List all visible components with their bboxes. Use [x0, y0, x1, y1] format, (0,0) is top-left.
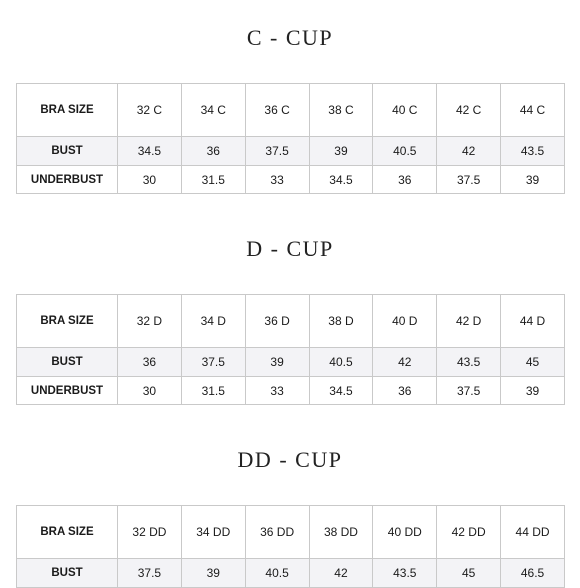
bust-cell: 36 — [181, 137, 245, 166]
underbust-cell: 34.5 — [309, 377, 373, 405]
bust-cell: 39 — [309, 137, 373, 166]
underbust-cell: 33 — [245, 166, 309, 194]
size-cell: 44 D — [501, 295, 565, 348]
underbust-cell: 39 — [501, 166, 565, 194]
size-cell: 36 D — [245, 295, 309, 348]
size-cell: 32 D — [118, 295, 182, 348]
bust-cell: 39 — [245, 348, 309, 377]
size-cell: 38 DD — [309, 506, 373, 559]
bust-cell: 37.5 — [181, 348, 245, 377]
row-label-bust: BUST — [17, 348, 118, 377]
bust-cell: 42 — [437, 137, 501, 166]
underbust-cell: 39 — [501, 377, 565, 405]
size-cell: 40 C — [373, 84, 437, 137]
bust-cell: 34.5 — [118, 137, 182, 166]
bust-cell: 45 — [437, 559, 501, 588]
underbust-cell: 33 — [245, 377, 309, 405]
underbust-cell: 37.5 — [437, 166, 501, 194]
section-title-dd-cup: DD - CUP — [237, 447, 343, 472]
size-cell: 40 D — [373, 295, 437, 348]
table-row-bra-size — [17, 84, 565, 137]
size-cell: 42 C — [437, 84, 501, 137]
bust-cell: 42 — [373, 348, 437, 377]
bust-cell: 45 — [501, 348, 565, 377]
row-label-bust: BUST — [17, 137, 118, 166]
size-cell: 32 DD — [118, 506, 182, 559]
bust-cell: 37.5 — [118, 559, 182, 588]
underbust-cell: 36 — [373, 377, 437, 405]
size-cell: 38 D — [309, 295, 373, 348]
table-row-bust — [17, 348, 565, 377]
size-table-dd-cup — [16, 505, 565, 588]
underbust-cell: 37.5 — [437, 377, 501, 405]
size-table-c-cup — [16, 83, 565, 194]
size-cell: 44 C — [501, 84, 565, 137]
size-cell: 38 C — [309, 84, 373, 137]
underbust-cell: 31.5 — [181, 166, 245, 194]
size-cell: 32 C — [118, 84, 182, 137]
table-row-underbust — [17, 377, 565, 405]
table-row-bust — [17, 137, 565, 166]
size-cell: 40 DD — [373, 506, 437, 559]
bust-cell: 43.5 — [437, 348, 501, 377]
row-label-underbust: UNDERBUST — [17, 166, 118, 194]
bust-cell: 46.5 — [501, 559, 565, 588]
table-row-bust — [17, 559, 565, 588]
bust-cell: 40.5 — [373, 137, 437, 166]
size-cell: 44 DD — [501, 506, 565, 559]
size-cell: 34 DD — [181, 506, 245, 559]
underbust-cell: 30 — [118, 166, 182, 194]
table-row-underbust — [17, 166, 565, 194]
bust-cell: 40.5 — [245, 559, 309, 588]
bust-cell: 39 — [181, 559, 245, 588]
bust-cell: 37.5 — [245, 137, 309, 166]
underbust-cell: 36 — [373, 166, 437, 194]
row-label-bra-size: BRA SIZE — [17, 506, 118, 559]
row-label-bra-size: BRA SIZE — [17, 84, 118, 137]
size-cell: 42 DD — [437, 506, 501, 559]
row-label-bra-size: BRA SIZE — [17, 295, 118, 348]
size-table-d-cup — [16, 294, 565, 405]
row-label-bust: BUST — [17, 559, 118, 588]
section-title-c-cup: C - CUP — [246, 25, 334, 50]
underbust-cell: 34.5 — [309, 166, 373, 194]
row-label-underbust: UNDERBUST — [17, 377, 118, 405]
size-cell: 34 D — [181, 295, 245, 348]
bust-cell: 40.5 — [309, 348, 373, 377]
size-cell: 36 C — [245, 84, 309, 137]
bust-cell: 42 — [309, 559, 373, 588]
size-cell: 34 C — [181, 84, 245, 137]
size-cell: 42 D — [437, 295, 501, 348]
table-row-bra-size — [17, 295, 565, 348]
size-cell: 36 DD — [245, 506, 309, 559]
bust-cell: 43.5 — [373, 559, 437, 588]
underbust-cell: 31.5 — [181, 377, 245, 405]
section-title-d-cup: D - CUP — [246, 236, 334, 261]
underbust-cell: 30 — [118, 377, 182, 405]
bust-cell: 36 — [118, 348, 182, 377]
bust-cell: 43.5 — [501, 137, 565, 166]
table-row-bra-size — [17, 506, 565, 559]
